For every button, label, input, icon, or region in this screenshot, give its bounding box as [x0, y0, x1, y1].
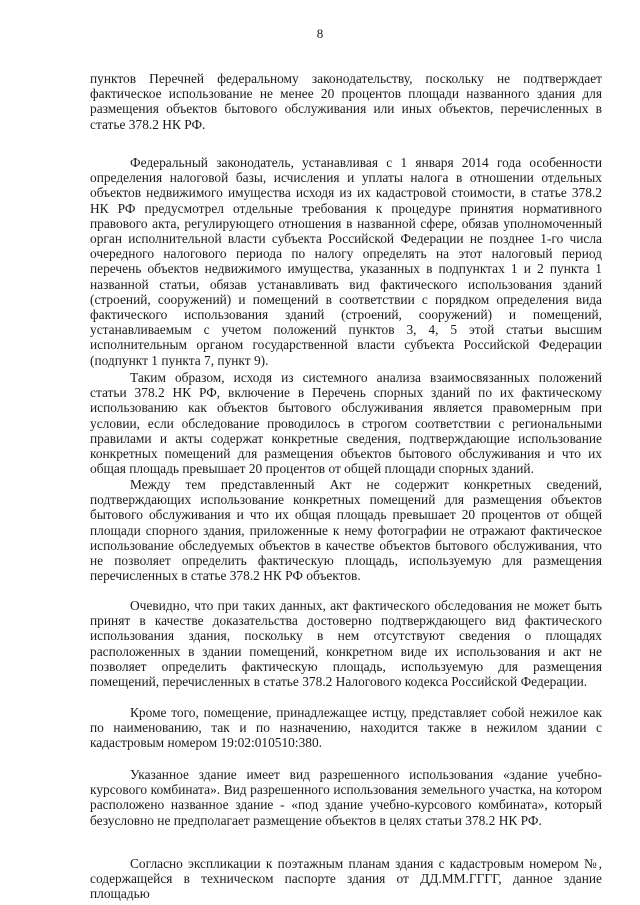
paragraph-2: Федеральный законодатель, устанавливая с 1 января 2014 года особенности определения налоговой базы, исчисления и уплаты налога в отношении отдельных объектов недвижимого имущества исходя из их кадастровой стоимости, в статье 378.2 НК РФ предусмотрел отдельные требования к процедуре принятия нормативного правового акта, регулирующего отношения в названной сфере, обязав уполномоченный орган исполнительной власти субъекта Российской Федерации не позднее 1-го числа очередного налогового периода по налогу определять на этот налоговый период перечень объектов недвижимого имущества, указанных в подпунктах 1 и 2 пункта 1 названной статьи, обязав устанавливать вид фактического использования зданий (строений, сооружений) и помещений в соответствии с порядком определения вида фактического использования зданий (строений, сооружений) и помещений, устанавливаемым с учетом положений пунктов 3, 4, 5 этой статьи высшим исполнительным органом государственной власти субъекта Российской Федерации (подпункт 1 пункта 7, пункт 9).	[90, 155, 602, 368]
paragraph-1: пунктов Перечней федеральному законодательству, поскольку не подтверждает фактическое использование не менее 20 процентов площади названного здания для размещения объектов бытового обслуживания или иных объектов, перечисленных в статье 378.2 НК РФ.	[90, 71, 602, 132]
paragraph-5: Очевидно, что при таких данных, акт фактического обследования не может быть принят в качестве доказательства достоверно подтверждающего вид фактического использования здания, поскольку в нем отсутствуют сведения о площадях расположенных в здании помещений, конкретном виде их использования и акт не позволяет определить фактическую площадь, используемую для размещения помещений, перечисленных в статье 378.2 Налогового кодекса Российской Федерации.	[90, 598, 602, 690]
paragraph-6: Кроме того, помещение, принадлежащее истцу, представляет собой нежилое как по наименованию, так и по назначению, находится также в нежилом здании с кадастровым номером 19:02:010510:380.	[90, 705, 602, 751]
paragraph-4: Между тем представленный Акт не содержит конкретных сведений, подтверждающих использование конкретных помещений для размещения объектов бытового обслуживания и что их общая площадь превышает 20 процентов от общей площади спорного здания, приложенные к нему фотографии не отражают фактическое использование обследуемых объектов в качестве объектов бытового обслуживания, что не позволяет определить фактическую площадь, используемую для размещения перечисленных в статье 378.2 НК РФ объектов.	[90, 477, 602, 584]
paragraph-8: Согласно экспликации к поэтажным планам здания с кадастровым номером №, содержащейся в техническом паспорте здания от ДД.ММ.ГГГГ, данное здание площадью	[90, 856, 602, 902]
paragraph-7: Указанное здание имеет вид разрешенного использования «здание учебно-курсового комбината». Вид разрешенного использования земельного участка, на котором расположено названное здание - «под здание учебно-курсового комбината», который безусловно не предполагает размещение объектов в целях статьи 378.2 НК РФ.	[90, 767, 602, 828]
paragraph-3: Таким образом, исходя из системного анализа взаимосвязанных положений статьи 378.2 НК РФ, включение в Перечень спорных зданий по их фактическому использованию как объектов бытового обслуживания является правомерным при условии, если обследование проводилось в строгом соответствии с региональными правилами и акты содержат конкретные сведения, подтверждающие использование конкретных помещений для размещения объектов бытового обслуживания и что их общая площадь превышает 20 процентов от общей площади спорных зданий.	[90, 370, 602, 477]
page-number: 8	[316, 26, 324, 41]
